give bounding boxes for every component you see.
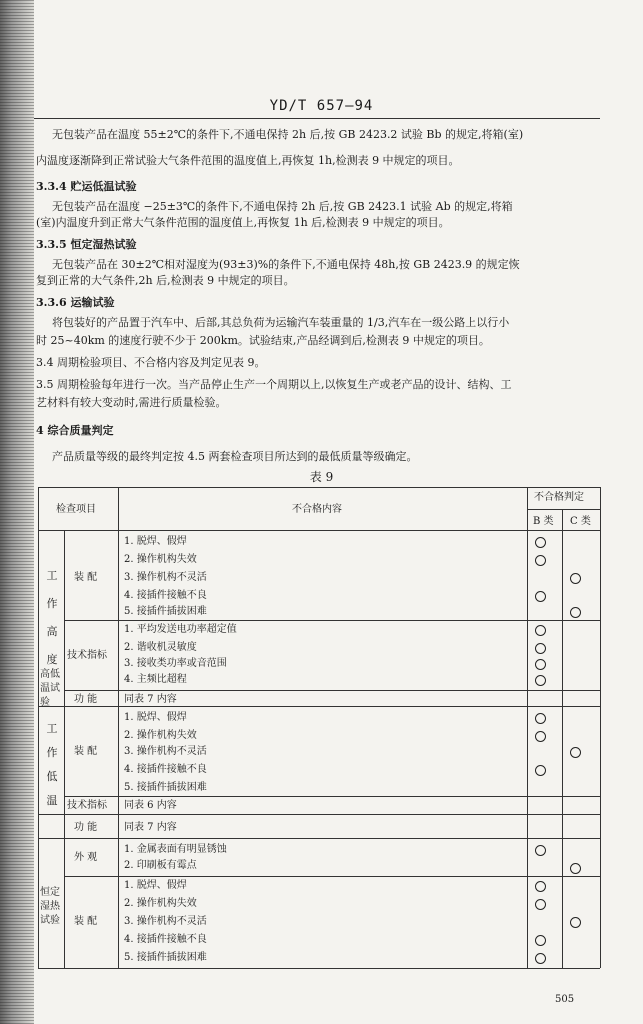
paragraph-line: 将包装好的产品置于汽车中、后部,其总负荷为运输汽车装重量的 1/3,汽车在一级公路上以行小 (52, 316, 510, 329)
content-row: 2. 印刷板有霉点 (124, 860, 197, 871)
group-label-char: 工 (46, 722, 58, 735)
circle-mark (535, 591, 546, 602)
circle-mark (535, 675, 546, 686)
content-row: 4. 接插件接触不良 (124, 764, 207, 775)
function-content: 同表 7 内容 (124, 694, 177, 705)
circle-mark (570, 747, 581, 758)
paragraph-line: 无包装产品在温度 55±2℃的条件下,不通电保持 2h 后,按 GB 2423.2 试验 Bb 的规定,将箱(室) (52, 128, 524, 141)
paragraph-line: 产品质量等级的最终判定按 4.5 两套检查项目所达到的最低质量等级确定。 (52, 450, 418, 463)
circle-mark (535, 659, 546, 670)
circle-mark (535, 953, 546, 964)
subgroup-assembly: 装 配 (74, 916, 98, 927)
content-row: 5. 接插件插拔困难 (124, 606, 207, 617)
group-label-outer: 高低温试验 (40, 669, 60, 708)
paragraph-line: 3.5 周期检验每年进行一次。当产品停止生产一个周期以上,以恢复生产或老产品的设计、结构、工 (36, 378, 512, 391)
group-label-char: 作 (46, 746, 58, 759)
subgroup-spec: 技术指标 (67, 650, 107, 661)
circle-mark (535, 899, 546, 910)
spec-content: 同表 6 内容 (124, 800, 177, 811)
circle-mark (535, 731, 546, 742)
paragraph-line: (室)内温度升到正常大气条件范围的温度值上,再恢复 1h 后,检测表 9 中规定的项目。 (36, 216, 450, 229)
table-border (64, 796, 600, 797)
circle-mark (570, 917, 581, 928)
col-header-judge: 不合格判定 (534, 492, 584, 503)
scan-edge-shadow (0, 0, 34, 1024)
col-header-c: C 类 (570, 516, 591, 527)
content-row: 2. 操作机构失效 (124, 554, 197, 565)
content-row: 3. 操作机构不灵活 (124, 572, 207, 583)
table-border (118, 487, 119, 968)
header-rule (34, 118, 600, 119)
content-row: 3. 操作机构不灵活 (124, 746, 207, 757)
col-header-item: 检查项目 (56, 504, 96, 515)
col-header-b: B 类 (533, 516, 554, 527)
subgroup-function: 功 能 (74, 694, 98, 705)
group-label-char: 工 (46, 569, 58, 582)
table-border (64, 530, 65, 968)
table-border (38, 530, 600, 531)
table-border (562, 509, 563, 968)
table-border (38, 814, 600, 815)
table-border (38, 968, 600, 969)
content-row: 2. 操作机构失效 (124, 730, 197, 741)
paragraph-line: 复到正常的大气条件,2h 后,检测表 9 中规定的项目。 (36, 274, 295, 287)
circle-mark (535, 881, 546, 892)
paragraph-line: 3.4 周期检验项目、不合格内容及判定见表 9。 (36, 356, 266, 369)
content-row: 2. 谐收机灵敏度 (124, 642, 197, 653)
function-content: 同表 7 内容 (124, 822, 177, 833)
table-border (38, 487, 39, 968)
content-row: 4. 接插件接触不良 (124, 934, 207, 945)
circle-mark (535, 643, 546, 654)
col-header-content: 不合格内容 (292, 504, 342, 515)
table-border (527, 509, 600, 510)
circle-mark (570, 607, 581, 618)
section-heading: 4 综合质量判定 (36, 424, 114, 437)
section-heading: 3.3.6 运输试验 (36, 296, 115, 309)
paragraph-line: 无包装产品在 30±2℃相对湿度为(93±3)%的条件下,不通电保持 48h,按 GB 2423.9 的规定恢 (52, 258, 520, 271)
content-row: 1. 脱焊、假焊 (124, 880, 187, 891)
subgroup-spec: 技术指标 (67, 800, 107, 811)
group-label-char: 高 (46, 625, 58, 638)
table-border (64, 690, 600, 691)
subgroup-assembly: 装 配 (74, 572, 98, 583)
circle-mark (570, 573, 581, 584)
section-heading: 3.3.4 贮运低温试验 (36, 180, 137, 193)
content-row: 5. 接插件插拔困难 (124, 952, 207, 963)
content-row: 1. 平均发送电功率超定值 (124, 624, 237, 635)
paragraph-line: 艺材料有较大变动时,需进行质量检验。 (36, 396, 227, 409)
content-row: 2. 操作机构失效 (124, 898, 197, 909)
circle-mark (535, 625, 546, 636)
subgroup-assembly: 装 配 (74, 746, 98, 757)
group-label-humidity: 恒定湿热试验 (40, 887, 60, 926)
subgroup-appearance: 外 观 (74, 852, 98, 863)
circle-mark (535, 555, 546, 566)
circle-mark (535, 765, 546, 776)
circle-mark (535, 713, 546, 724)
page-header: YD/T 657—94 (269, 98, 374, 114)
content-row: 1. 脱焊、假焊 (124, 536, 187, 547)
table-title: 表 9 (309, 470, 334, 484)
page-number: 505 (555, 994, 575, 1005)
table-border (64, 876, 600, 877)
section-heading: 3.3.5 恒定湿热试验 (36, 238, 137, 251)
table-border (64, 620, 600, 621)
table-border (600, 487, 601, 968)
subgroup-function: 功 能 (74, 822, 98, 833)
content-row: 1. 脱焊、假焊 (124, 712, 187, 723)
table-border (527, 487, 528, 968)
table-border (38, 487, 600, 488)
group-label-char: 作 (46, 597, 58, 610)
table-border (38, 838, 600, 839)
group-label-char: 度 (46, 653, 58, 666)
paragraph-line: 时 25~40km 的速度行驶不少于 200km。试验结束,产品经调到后,检测表 9 中规定的项目。 (36, 334, 490, 347)
circle-mark (535, 537, 546, 548)
circle-mark (535, 845, 546, 856)
paragraph-line: 无包装产品在温度 −25±3℃的条件下,不通电保持 2h 后,按 GB 2423.1 试验 Ab 的规定,将箱 (52, 200, 513, 213)
group-label-char: 低 (46, 770, 58, 783)
circle-mark (570, 863, 581, 874)
content-row: 1. 金属表面有明显锈蚀 (124, 844, 227, 855)
table-border (38, 706, 600, 707)
content-row: 4. 主频比超程 (124, 674, 187, 685)
circle-mark (535, 935, 546, 946)
content-row: 3. 接收类功率或音范围 (124, 658, 227, 669)
content-row: 5. 接插件插拔困难 (124, 782, 207, 793)
content-row: 3. 操作机构不灵活 (124, 916, 207, 927)
content-row: 4. 接插件接触不良 (124, 590, 207, 601)
paragraph-line: 内温度逐渐降到正常试验大气条件范围的温度值上,再恢复 1h,检测表 9 中规定的项目。 (36, 154, 460, 167)
group-label-char: 温 (46, 794, 58, 807)
